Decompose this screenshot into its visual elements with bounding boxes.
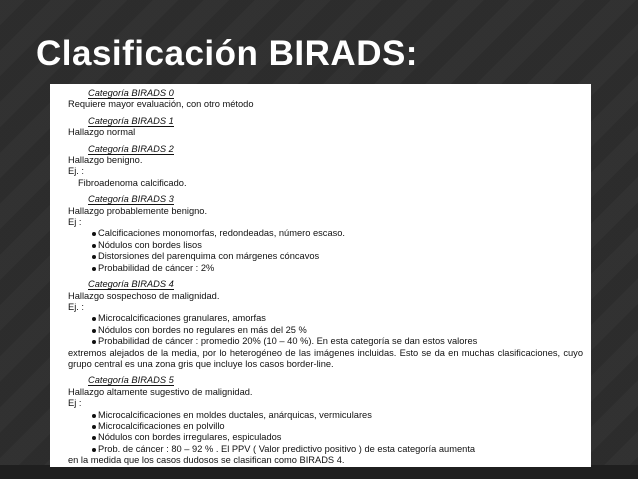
category-0-line: Requiere mayor evaluación, con otro método: [68, 99, 254, 110]
category-4-example-label: Ej. :: [68, 301, 85, 312]
category-5-bullet: Nódulos con bordes irregulares, espiculados: [68, 432, 583, 443]
category-3-example-label: Ej :: [68, 217, 82, 228]
birads-document: [50, 84, 591, 467]
category-2-example: Fibroadenoma calcificado.: [78, 177, 187, 188]
category-4-bullet: Probabilidad de cáncer : promedio 20% (10 – 40 %). En esta categoría se dan estos valores: [68, 336, 583, 347]
category-3-bullet: Probabilidad de cáncer : 2%: [68, 263, 583, 274]
category-4-continuation: extremos alejados de la media, por lo heterogéneo de las imágenes incluidas. Esto se da en muchas clasificaciones, cuyo grupo central es una zona gris que incluye los casos border-line.: [68, 347, 583, 369]
category-3-bullet: Nódulos con bordes lisos: [68, 240, 583, 251]
category-5-bullet: Microcalcificaciones en polvillo: [68, 421, 583, 432]
category-2-line: Hallazgo benigno.: [68, 155, 143, 166]
category-3-bullet: Distorsiones del parenquima con márgenes cóncavos: [68, 251, 583, 262]
slide-title: Clasificación BIRADS:: [36, 34, 418, 73]
category-heading-0: Categoría BIRADS 0: [88, 88, 174, 98]
category-heading-3: Categoría BIRADS 3: [88, 194, 174, 205]
slide-footer-bar: [0, 465, 638, 479]
category-heading-1: Categoría BIRADS 1: [88, 115, 174, 126]
category-5-continuation: en la medida que los casos dudosos se clasifican como BIRADS 4.: [68, 455, 345, 466]
category-heading-5: Categoría BIRADS 5: [88, 375, 174, 386]
category-4-bullet: Microcalcificaciones granulares, amorfas: [68, 313, 583, 324]
category-3-bullet: Calcificaciones monomorfas, redondeadas, número escaso.: [68, 228, 583, 239]
category-heading-2: Categoría BIRADS 2: [88, 143, 174, 154]
category-5-bullet: Microcalcificaciones en moldes ductales, anárquicas, vermiculares: [68, 410, 583, 421]
category-heading-4: Categoría BIRADS 4: [88, 279, 174, 290]
category-5-bullet: Prob. de cáncer : 80 – 92 % . El PPV ( Valor predictivo positivo ) de esta categoría aumenta: [68, 444, 583, 455]
category-3-line: Hallazgo probablemente benigno.: [68, 205, 208, 216]
category-2-example-label: Ej. :: [68, 166, 85, 177]
category-4-bullet: Nódulos con bordes no regulares en más del 25 %: [68, 325, 583, 336]
category-1-line: Hallazgo normal: [68, 127, 136, 138]
category-5-example-label: Ej :: [68, 398, 82, 409]
category-4-line: Hallazgo sospechoso de malignidad.: [68, 290, 220, 301]
category-5-line: Hallazgo altamente sugestivo de malignidad.: [68, 386, 253, 397]
